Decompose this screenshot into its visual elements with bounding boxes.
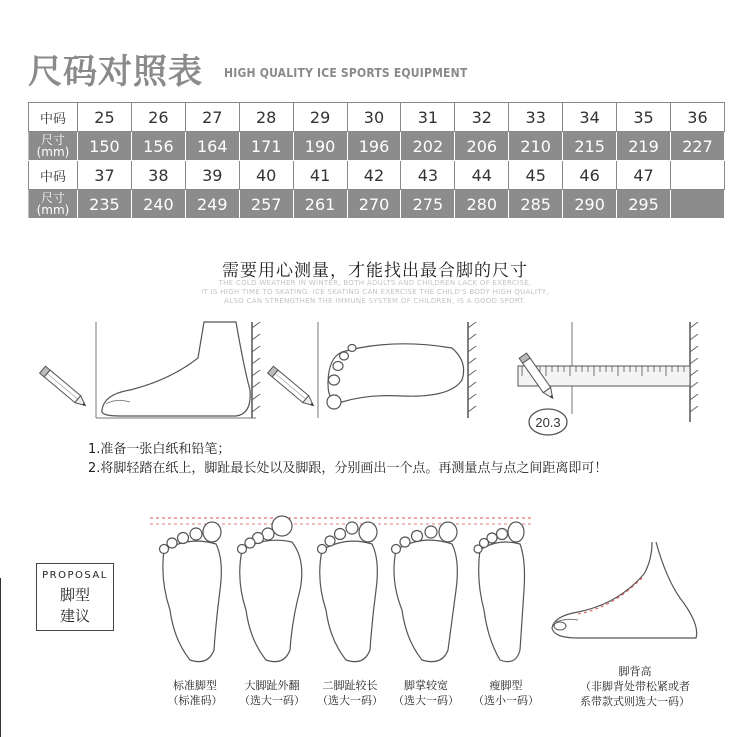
size-cell: 39 [185,161,239,190]
foot-type-name: 大脚趾外翻 [244,679,300,692]
foot-type-advice: （选小一码） [473,694,539,707]
ruler-measure-illustration [510,318,725,438]
length-cell: 156 [131,132,185,161]
instep-label [560,664,710,709]
size-cell: 25 [78,103,132,132]
size-cell: 27 [185,103,239,132]
size-cell: 40 [239,161,293,190]
size-cell: 26 [131,103,185,132]
foot-type-label [232,678,312,708]
proposal-line: 建议 [59,607,90,625]
length-cell: 215 [563,132,617,161]
length-label-unit: (mm) [36,145,70,159]
instep-advice: 系带款式则选大一码） [580,695,690,708]
proposal-line: 脚型 [59,586,90,604]
table-row-lengths-1 [29,132,725,161]
length-cell: 257 [239,190,293,219]
foot-type-label [466,678,546,708]
length-cell: 280 [455,190,509,219]
measure-title: 需要用心测量，才能找出最合脚的尺寸 [222,261,528,281]
empty-cell [670,190,724,219]
size-cell: 41 [293,161,347,190]
size-cell: 28 [239,103,293,132]
size-cell: 30 [347,103,401,132]
length-cell: 290 [563,190,617,219]
page-title: 尺码对照表 [28,52,203,92]
length-cell: 227 [670,132,724,161]
length-cell: 150 [78,132,132,161]
foot-types-illustration [150,510,540,670]
instep-name: 脚背高 [618,665,652,678]
foot-type-advice: （选大一码） [239,694,305,707]
length-cell: 240 [131,190,185,219]
foot-side-measure-illustration [40,318,270,428]
foot-wide-icon [392,522,458,662]
length-cell: 196 [347,132,401,161]
pencil-icon [268,366,317,409]
page-subtitle: HIGH QUALITY ICE SPORTS EQUIPMENT [224,66,468,80]
left-divider [0,578,1,737]
measure-subtext [140,279,610,306]
foot-type-name: 脚掌较宽 [404,679,448,692]
length-cell: 275 [401,190,455,219]
length-cell: 164 [185,132,239,161]
foot-type-label [310,678,390,708]
length-cell: 270 [347,190,401,219]
length-cell: 206 [455,132,509,161]
size-cell: 34 [563,103,617,132]
foot-type-name: 瘦脚型 [489,679,523,692]
foot-type-label [160,678,230,708]
size-cell: 35 [617,103,671,132]
size-cell: 37 [78,161,132,190]
measure-subtext-line: IT IS HIGH TIME TO SKATING. ICE SKATING CAN EXERCISE THE CHILD'S BODY HIGH QUALITY, [201,288,549,296]
size-cell: 44 [455,161,509,190]
foot-narrow-icon [474,522,525,662]
size-cell: 36 [670,103,724,132]
table-row-sizes-1 [29,103,725,132]
length-label-top: 尺寸 [40,191,65,205]
foot-standard-icon [160,522,222,662]
length-label-unit: (mm) [36,203,70,217]
foot-top-measure-illustration [272,318,502,428]
foot-type-name: 二脚趾较长 [322,679,378,692]
length-cell: 235 [78,190,132,219]
instep-advice: （非脚背处带松紧或者 [580,680,690,693]
length-cell: 285 [509,190,563,219]
foot-long-second-toe-icon [318,522,378,662]
foot-bunion-icon [238,516,302,662]
step-1: 1.准备一张白纸和铅笔； [88,442,231,457]
length-label-top: 尺寸 [40,133,65,147]
step-2: 2.将脚轻踏在纸上，脚趾最长处以及脚跟，分别画出一个点。再测量点与点之间距离即可！ [88,461,608,476]
size-cell: 29 [293,103,347,132]
size-label-cell: 中码 [29,161,78,190]
length-cell: 219 [617,132,671,161]
length-cell: 249 [185,190,239,219]
size-cell: 32 [455,103,509,132]
measure-subtext-line: THE COLD WEATHER IN WINTER, BOTH ADULTS AND CHILDREN LACK OF EXERCISE, [218,279,532,287]
size-cell: 47 [617,161,671,190]
high-instep-illustration [548,538,718,648]
proposal-subtitle [37,585,113,627]
length-cell: 171 [239,132,293,161]
length-cell: 190 [293,132,347,161]
measure-subtext-line: ALSO CAN STRENGTHEN THE IMMUNE SYSTEM OF CHILDREN, IS A GOOD SPORT. [224,297,526,305]
foot-type-label [386,678,466,708]
length-label-cell [29,132,78,161]
ruler-value: 20.3 [535,415,561,430]
size-cell: 45 [509,161,563,190]
size-cell: 42 [347,161,401,190]
size-cell: 33 [509,103,563,132]
length-cell: 295 [617,190,671,219]
length-cell: 210 [509,132,563,161]
size-cell: 43 [401,161,455,190]
pencil-icon [40,366,89,409]
measure-steps [88,440,607,478]
foot-type-advice: （选大一码） [393,694,459,707]
size-chart-table [28,102,725,219]
proposal-title: PROPOSAL [37,570,113,581]
size-cell: 46 [563,161,617,190]
length-label-cell [29,190,78,219]
foot-type-advice: （选大一码） [317,694,383,707]
empty-cell [670,161,724,190]
table-row-lengths-2 [29,190,725,219]
foot-type-name: 标准脚型 [173,679,217,692]
length-cell: 261 [293,190,347,219]
size-cell: 38 [131,161,185,190]
table-row-sizes-2 [29,161,725,190]
foot-type-advice: （标准码） [167,694,223,707]
length-cell: 202 [401,132,455,161]
size-label-cell: 中码 [29,103,78,132]
size-cell: 31 [401,103,455,132]
